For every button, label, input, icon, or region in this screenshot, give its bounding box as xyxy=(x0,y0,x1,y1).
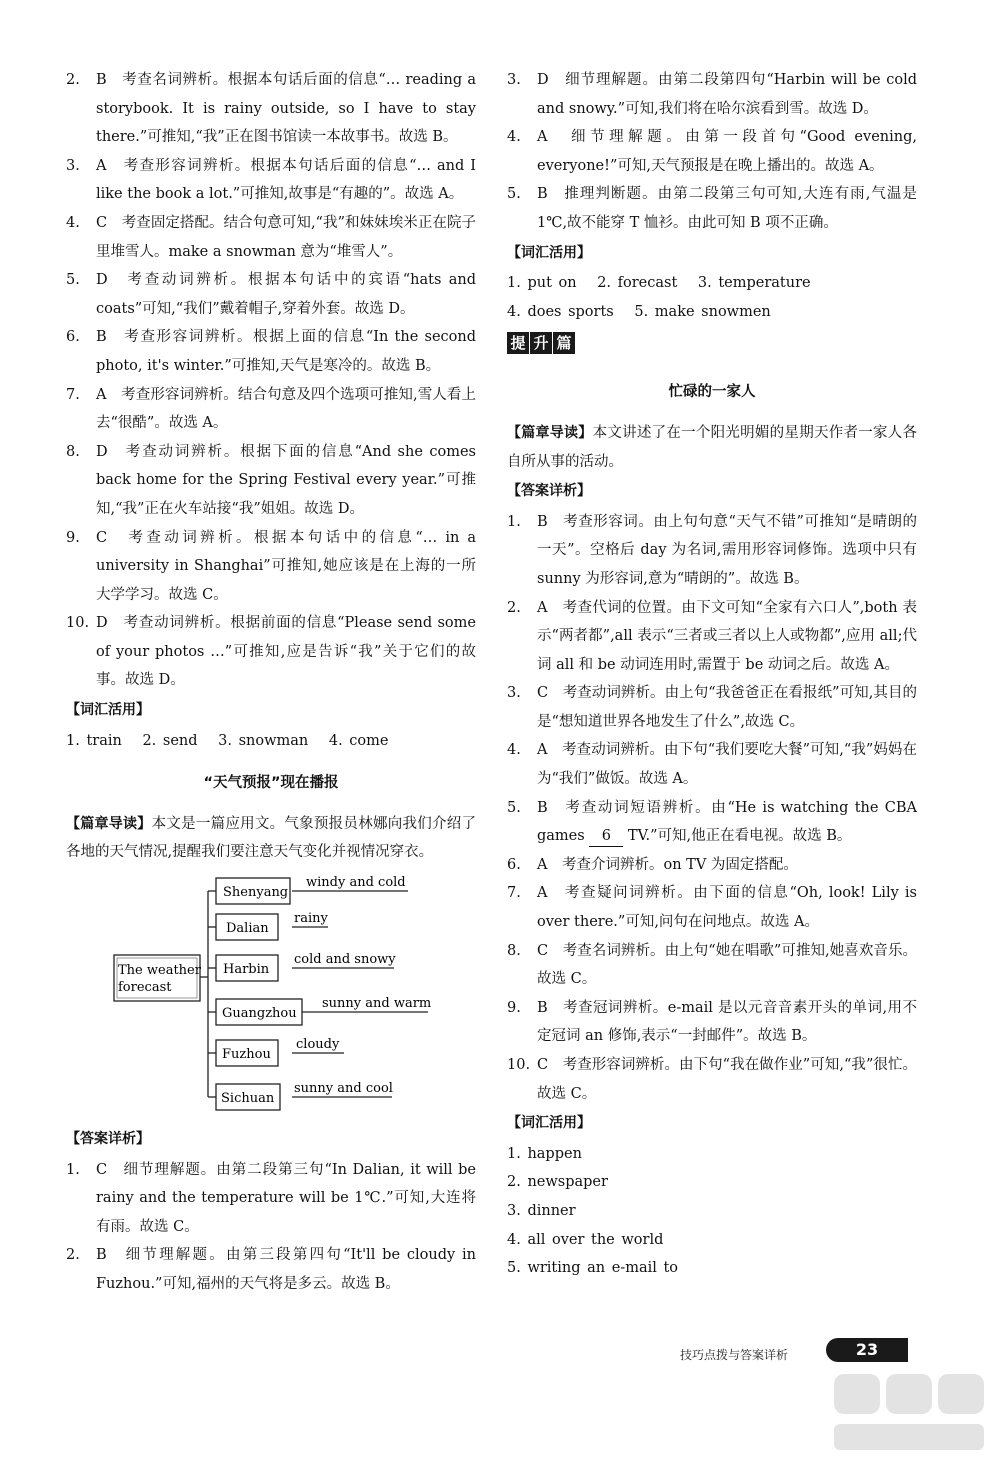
vocab-answer: 4. come xyxy=(328,732,389,749)
branch-sichuan xyxy=(216,1081,393,1110)
item-text: B 考查形容词辨析。根据上面的信息“In the second photo, it's winter.”可推知,天气是寒冷的。故选 B。 xyxy=(96,329,476,374)
answer-item xyxy=(66,66,476,152)
answer-item xyxy=(507,794,917,851)
item-text: D 考查动词辨析。根据前面的信息“Please send some of your photos …”可推知,应是告诉“我”关于它们的故事。故选 D。 xyxy=(96,615,476,689)
text-before-blank: B 考查动词短语辨析。由“He is watching the CBA games xyxy=(537,799,917,845)
item-number: 10. xyxy=(507,1057,531,1073)
item-text: D 细节理解题。由第二段第四句“Harbin will be cold and snowy.”可知,我们将在哈尔滨看到雪。故选 D。 xyxy=(537,72,917,117)
branch-harbin xyxy=(216,952,396,981)
level-char: 篇 xyxy=(553,332,575,354)
item-number: 9. xyxy=(507,999,521,1016)
city-label: Dalian xyxy=(226,921,269,937)
item-text xyxy=(537,794,917,851)
text-after-blank: TV.”可知,他正在看电视。故选 B。 xyxy=(627,828,852,845)
item-number: 5. xyxy=(507,186,521,203)
article-intro xyxy=(507,419,917,476)
item-number: 1. xyxy=(66,1161,80,1178)
answer-item xyxy=(66,438,476,524)
item-number: 10. xyxy=(66,615,90,632)
item-number: 4. xyxy=(507,129,521,146)
vocab-answer: 4. does sports xyxy=(507,303,614,320)
answer-item xyxy=(507,180,917,237)
intro-text: 本文讲述了在一个阳光明媚的星期天作者一家人各自所从事的活动。 xyxy=(507,424,918,470)
item-text: B 考查形容词。由上句句意“天气不错”可推知“是晴朗的一天”。空格后 day 为名词,需用形容词修饰。选项中只有 sunny 为形容词,意为“晴朗的”。故选 B。 xyxy=(537,513,917,587)
item-text: A 考查动词辨析。由下句“我们要吃大餐”可知,“我”妈妈在为“我们”做饭。故选 A。 xyxy=(537,742,917,788)
item-text: D 考查动词辨析。根据本句话中的宾语“hats and coats”可知,“我们”戴着帽子,穿着外套。故选 D。 xyxy=(96,272,476,317)
weather-label: cloudy xyxy=(296,1037,340,1053)
vocab-answer: 5. writing an e-mail to xyxy=(507,1260,679,1277)
item-number: 3. xyxy=(66,157,80,174)
item-text: B 考查冠词辨析。e-mail 是以元音音素开头的单词,用不定冠词 an 修饰,表示“一封邮件”。故选 B。 xyxy=(537,999,917,1045)
item-number: 4. xyxy=(507,742,521,759)
city-label: Fuzhou xyxy=(222,1047,271,1063)
item-text: B 推理判断题。由第二段第三句可知,大连有雨,气温是 1℃,故不能穿 T 恤衫。由此可知 B 项不正确。 xyxy=(537,186,917,231)
answer-item xyxy=(507,1051,917,1108)
root-label-line2: forecast xyxy=(118,980,172,996)
answer-item xyxy=(507,66,917,123)
item-number: 7. xyxy=(507,885,521,902)
item-number: 2. xyxy=(66,1247,80,1264)
vocab-answer: 3. temperature xyxy=(697,275,811,292)
answer-item xyxy=(507,879,917,936)
mind-map-svg xyxy=(66,875,476,1115)
article-title: “天气预报”现在播报 xyxy=(203,775,339,792)
item-text: A 考查介词辨析。on TV 为固定搭配。 xyxy=(537,856,798,873)
weather-label: sunny and warm xyxy=(322,996,432,1012)
branch-fuzhou xyxy=(216,1037,340,1066)
city-label: Shenyang xyxy=(223,885,289,901)
item-text: C 考查动词辨析。由上句“我爸爸正在看报纸”可知,其目的是“想知道世界各地发生了什么”,故选 C。 xyxy=(537,685,917,730)
item-number: 8. xyxy=(507,942,521,959)
watermark-logo xyxy=(830,1368,990,1460)
branch-shenyang xyxy=(216,875,406,904)
branch-dalian xyxy=(216,911,328,940)
weather-label: sunny and cool xyxy=(294,1081,393,1097)
vocab-line xyxy=(507,298,917,327)
answers-heading: 【答案详析】 xyxy=(66,1131,150,1148)
intro-text: 本文是一篇应用文。气象预报员林娜向我们介绍了各地的天气情况,提醒我们要注意天气变化并视情况穿衣。 xyxy=(66,815,477,861)
answer-item xyxy=(66,266,476,323)
item-number: 5. xyxy=(66,272,80,289)
level-char: 升 xyxy=(530,332,552,354)
weather-mind-map xyxy=(66,875,476,1115)
vocab-answer: 1. happen xyxy=(507,1145,582,1162)
intro-tag: 【篇章导读】 xyxy=(507,424,593,441)
item-number: 6. xyxy=(507,856,521,873)
item-number: 2. xyxy=(66,72,80,88)
vocab-answer: 3. dinner xyxy=(507,1202,576,1219)
city-label: Guangzhou xyxy=(222,1006,297,1022)
right-column xyxy=(507,66,917,1283)
item-text: C 细节理解题。由第二段第三句“In Dalian, it will be rainy and the temperature will be 1℃.”可知,大连将有雨。故选 C。 xyxy=(96,1161,476,1235)
vocab-answer: 2. forecast xyxy=(597,275,678,292)
article-intro xyxy=(66,810,476,867)
vocab-answer: 3. snowman xyxy=(218,732,309,749)
item-text: C 考查形容词辨析。由下句“我在做作业”可知,“我”很忙。故选 C。 xyxy=(537,1057,917,1102)
item-text: B 考查名词辨析。根据本句话后面的信息“… reading a storybook. It is rainy outside, so I have to stay there.”可推知,“我”正在图书馆读一本故事书。故选 B。 xyxy=(96,72,476,146)
page-number: 23 xyxy=(826,1338,908,1362)
item-number: 1. xyxy=(507,513,521,530)
city-label: Harbin xyxy=(223,962,270,978)
answer-item xyxy=(507,851,917,880)
answer-item xyxy=(66,381,476,438)
answer-item xyxy=(507,937,917,994)
answer-item xyxy=(507,994,917,1051)
item-number: 8. xyxy=(66,443,80,460)
root-label-line1: The weather xyxy=(118,963,201,979)
level-char: 提 xyxy=(507,332,529,354)
vocab-heading: 【词汇活用】 xyxy=(66,702,150,719)
city-label: Sichuan xyxy=(221,1091,275,1107)
answer-item xyxy=(66,1156,476,1242)
article-title: 忙碌的一家人 xyxy=(668,384,756,401)
answer-item xyxy=(66,323,476,380)
answer-item xyxy=(507,594,917,680)
vocab-answer: 4. all over the world xyxy=(507,1231,664,1248)
footer-section-label: 技巧点拨与答案详析 xyxy=(680,1348,789,1362)
item-text: B 细节理解题。由第三段第四句“It'll be cloudy in Fuzhou.”可知,福州的天气将是多云。故选 B。 xyxy=(96,1247,476,1292)
vocab-heading: 【词汇活用】 xyxy=(507,244,591,261)
vocab-answer: 5. make snowmen xyxy=(634,303,771,320)
vocab-answer: 2. send xyxy=(142,732,198,749)
vocab-line xyxy=(507,269,917,298)
answer-item xyxy=(507,679,917,736)
item-text: A 细节理解题。由第一段首句“Good evening, everyone!”可知,天气预报是在晚上播出的。故选 A。 xyxy=(537,129,917,174)
item-number: 3. xyxy=(507,685,521,702)
branch-guangzhou xyxy=(216,996,431,1025)
answer-item xyxy=(66,524,476,610)
weather-label: windy and cold xyxy=(306,875,406,891)
level-badge xyxy=(507,332,576,354)
item-number: 4. xyxy=(66,214,80,231)
blank-number: 6 xyxy=(589,826,623,847)
answer-item xyxy=(507,508,917,594)
item-text: D 考查动词辨析。根据下面的信息“And she comes back home for the Spring Festival every year.”可推知,“我”正在火车站接“我”姐姐。故选 D。 xyxy=(96,443,476,517)
item-number: 7. xyxy=(66,386,80,403)
vocab-heading: 【词汇活用】 xyxy=(507,1115,591,1132)
answers-heading: 【答案详析】 xyxy=(507,483,591,500)
item-text: C 考查固定搭配。结合句意可知,“我”和妹妹埃米正在院子里堆雪人。make a snowman 意为“堆雪人”。 xyxy=(96,214,476,260)
item-text: C 考查名词辨析。由上句“她在唱歌”可推知,她喜欢音乐。故选 C。 xyxy=(537,942,917,988)
weather-label: cold and snowy xyxy=(294,952,396,968)
vocab-answer: 2. newspaper xyxy=(507,1174,608,1191)
item-text: A 考查形容词辨析。根据本句话后面的信息“… and I like the book a lot.”可推知,故事是“有趣的”。故选 A。 xyxy=(96,157,476,203)
answer-item xyxy=(66,1241,476,1298)
item-number: 5. xyxy=(507,799,521,816)
item-number: 2. xyxy=(507,599,521,616)
answer-item xyxy=(507,736,917,793)
weather-label: rainy xyxy=(294,911,328,927)
vocab-line xyxy=(66,727,476,756)
intro-tag: 【篇章导读】 xyxy=(66,815,152,832)
item-text: A 考查代词的位置。由下文可知“全家有六口人”,both 表示“两者都”,all 表示“三者或三者以上人或物都”,应用 all;代词 all 和 be 动词连用时,需置于 be 动词之后。故选 A。 xyxy=(537,599,917,673)
item-text: C 考查动词辨析。根据本句话中的信息“… in a university in Shanghai”可推知,她应该是在上海的一所大学学习。故选 C。 xyxy=(96,529,476,603)
vocab-answer: 1. put on xyxy=(507,275,577,292)
item-number: 9. xyxy=(66,529,80,546)
answer-item xyxy=(66,209,476,266)
item-text: A 考查疑问词辨析。由下面的信息“Oh, look! Lily is over there.”可知,问句在问地点。故选 A。 xyxy=(537,885,917,931)
item-number: 3. xyxy=(507,72,521,88)
connector-lines xyxy=(200,891,216,1097)
left-column xyxy=(66,66,476,1299)
vocab-answer: 1. train xyxy=(66,732,122,749)
answer-item xyxy=(66,152,476,209)
item-number: 6. xyxy=(66,329,80,346)
answer-item xyxy=(66,609,476,695)
item-text: A 考查形容词辨析。结合句意及四个选项可推知,雪人看上去“很酷”。故选 A。 xyxy=(96,386,476,432)
answer-item xyxy=(507,123,917,180)
